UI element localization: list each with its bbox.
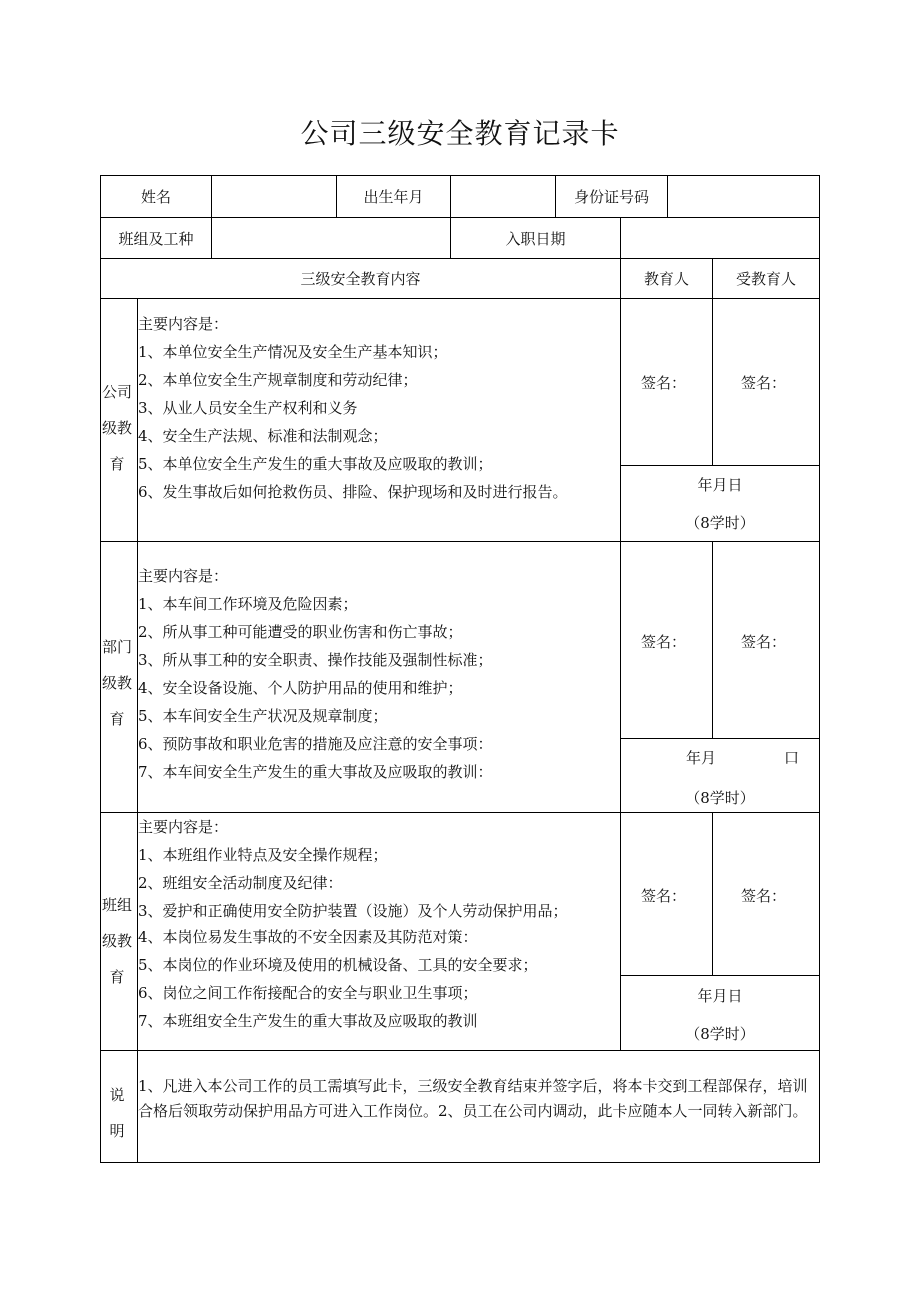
hours-label: （8学时） <box>685 514 755 532</box>
entry-label: 入职日期 <box>505 229 566 248</box>
content-item: 7、本班组安全生产发生的重大事故及应吸取的教训 <box>138 1012 478 1030</box>
id-label: 身份证号码 <box>573 188 649 206</box>
content-item: 7、本车间安全生产发生的重大事故及应吸取的教训： <box>138 763 493 781</box>
team-content <box>138 813 616 1049</box>
birth-label: 出生年月 <box>363 188 424 206</box>
educator-signature[interactable]: 签名： <box>641 633 687 651</box>
name-field[interactable] <box>212 176 336 217</box>
content-intro: 主要内容是： <box>138 315 229 333</box>
hours-label: （8学时） <box>685 789 755 807</box>
department-content <box>138 562 616 786</box>
educator-signature[interactable]: 签名： <box>641 374 687 392</box>
date-field[interactable]: 年月日 <box>697 476 743 494</box>
hours-label: （8学时） <box>685 1025 755 1043</box>
content-intro: 主要内容是： <box>138 567 229 585</box>
content-item: 4、本岗位易发生事故的不安全因素及其防范对策： <box>138 928 478 946</box>
educatee-signature[interactable]: 签名： <box>741 633 787 651</box>
section-label-company: 公司 级教 育 <box>101 383 132 473</box>
educatee-header: 受教育人 <box>735 270 796 288</box>
content-item: 1、本班组作业特点及安全操作规程； <box>138 846 388 864</box>
notes-label: 说 明 <box>109 1086 125 1140</box>
date-day-mark: 口 <box>784 749 800 767</box>
content-item: 1、本单位安全生产情况及安全生产基本知识； <box>138 343 448 361</box>
content-item: 2、班组安全活动制度及纪律： <box>138 874 343 892</box>
content-item: 2、所从事工种可能遭受的职业伤害和伤亡事故； <box>138 623 463 641</box>
content-item: 3、爱护和正确使用安全防护装置（设施）及个人劳动保护用品； <box>138 902 568 920</box>
date-field[interactable]: 年月 <box>686 749 717 767</box>
content-item: 1、本车间工作环境及危险因素； <box>138 595 358 613</box>
content-item: 3、从业人员安全生产权利和义务 <box>138 399 358 417</box>
content-item: 4、安全设备设施、个人防护用品的使用和维护； <box>138 679 463 697</box>
content-item: 5、本单位安全生产发生的重大事故及应吸取的教训； <box>138 455 493 473</box>
content-item: 3、所从事工种的安全职责、操作技能及强制性标准； <box>138 651 493 669</box>
notes-text: 1、凡进入本公司工作的员工需填写此卡，三级安全教育结束并签字后，将本卡交到工程部保存，培训合格后领取劳动保护用品方可进入工作岗位。2、员工在公司内调动，此卡应随本人一同转入新部门。 <box>138 1077 808 1120</box>
content-item: 6、岗位之间工作衔接配合的安全与职业卫生事项； <box>138 984 478 1002</box>
company-content <box>138 310 616 502</box>
section-label-department: 部门 级教 育 <box>101 638 132 728</box>
content-item: 5、本车间安全生产状况及规章制度； <box>138 707 388 725</box>
team-label: 班组及工种 <box>118 229 194 248</box>
page-title: 公司三级安全教育记录卡 <box>300 117 620 150</box>
date-field[interactable]: 年月日 <box>697 987 743 1005</box>
section-label-team: 班组 级教 育 <box>101 896 132 986</box>
birth-field[interactable] <box>451 176 555 217</box>
content-item: 6、发生事故后如何抢救伤员、排险、保护现场和及时进行报告。 <box>138 483 568 501</box>
educatee-signature[interactable]: 签名： <box>741 887 787 905</box>
entry-field[interactable] <box>621 218 819 258</box>
team-field[interactable] <box>212 218 450 258</box>
content-intro: 主要内容是： <box>138 818 229 836</box>
educatee-signature[interactable]: 签名： <box>741 374 787 392</box>
educator-header: 教育人 <box>643 270 689 288</box>
content-item: 4、安全生产法规、标准和法制观念； <box>138 427 388 445</box>
content-item: 5、本岗位的作业环境及使用的机械设备、工具的安全要求； <box>138 956 538 974</box>
content-item: 6、预防事故和职业危害的措施及应注意的安全事项： <box>138 735 493 753</box>
educator-signature[interactable]: 签名： <box>641 887 687 905</box>
id-field[interactable] <box>668 176 819 217</box>
content-item: 2、本单位安全生产规章制度和劳动纪律； <box>138 371 418 389</box>
name-label: 姓名 <box>140 188 171 206</box>
content-header: 三级安全教育内容 <box>300 270 421 288</box>
